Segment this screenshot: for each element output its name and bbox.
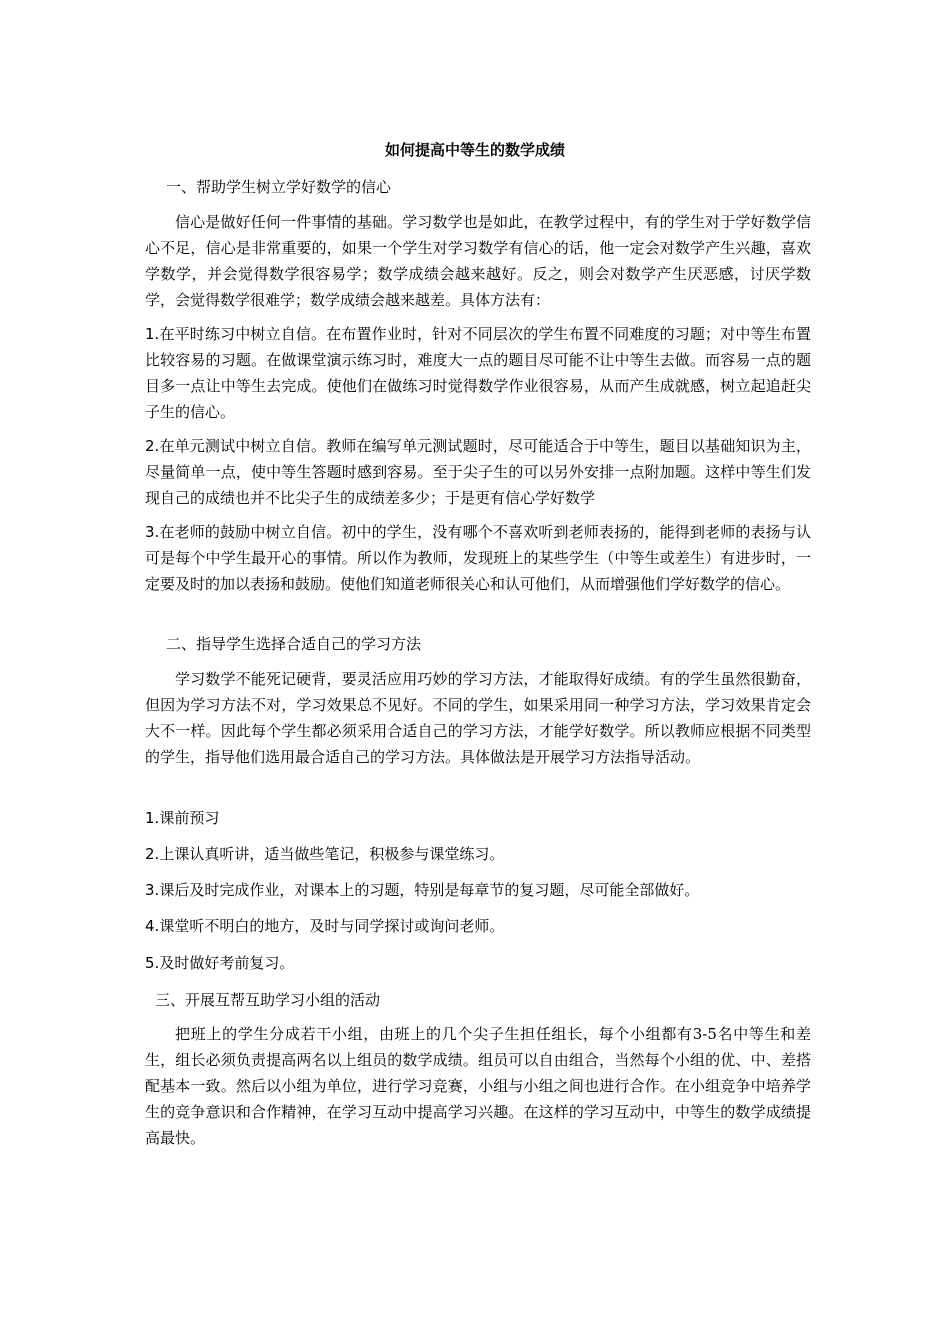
item-text: 课后及时完成作业，对课本上的习题，特别是每章节的复习题，尽可能全部做好。 — [159, 881, 700, 899]
section1-intro: 信心是做好任何一件事情的基础。学习数学也是如此，在教学过程中，有的学生对于学好数学信心不足，信心是非常重要的，如果一个学生对学习数学有信心的话，他一定会对数学产生兴趣，喜欢学数学，并会觉得数学很容易学；数学成绩会越来越好。反之，则会对数学产生厌恶感，讨厌学数学，会觉得数学很难学；数学成绩会越来越差。具体方法有： — [145, 213, 811, 309]
item-number: 2. — [145, 437, 160, 455]
item-text: 课堂听不明白的地方，及时与同学探讨或询问老师。 — [159, 917, 505, 935]
section1-item-3 — [145, 519, 811, 597]
section2-item-2 — [145, 841, 811, 867]
section3-heading: 三、开展互帮互助学习小组的活动 — [155, 991, 381, 1009]
item-number: 2. — [145, 845, 160, 863]
section2-item-1 — [145, 805, 811, 831]
item-text: 上课认真听讲，适当做些笔记，积极参与课堂练习。 — [159, 845, 505, 863]
section1-item-2 — [145, 433, 811, 511]
section2-item-4 — [145, 913, 811, 939]
item-text: 及时做好考前复习。 — [159, 954, 295, 972]
item-number: 1. — [145, 809, 160, 827]
section3-intro: 把班上的学生分成若干小组，由班上的几个尖子生担任组长，每个小组都有3-5名中等生和差生，组长必须负责提高两名以上组员的数学成绩。组员可以自由组合，当然每个小组的优、中、差搭配基本一致。然后以小组为单位，进行学习竞赛，小组与小组之间也进行合作。在小组竞争中培养学生的竞争意识和合作精神，在学习互动中提高学习兴趣。在这样的学习互动中，中等生的数学成绩提高最快。 — [145, 1025, 811, 1147]
item-number: 4. — [145, 917, 160, 935]
item-text: 在老师的鼓励中树立自信。初中的学生，没有哪个不喜欢听到老师表扬的，能得到老师的表扬与认可是每个中学生最开心的事情。所以作为教师，发现班上的某些学生（中等生或差生）有进步时，一定要及时的加以表扬和鼓励。使他们知道老师很关心和认可他们，从而增强他们学好数学的信心。 — [145, 523, 811, 593]
item-number: 1. — [145, 325, 160, 343]
item-text: 课前预习 — [159, 809, 220, 827]
document-title: 如何提高中等生的数学成绩 — [384, 141, 565, 159]
item-number: 3. — [145, 881, 160, 899]
item-number: 3. — [145, 523, 160, 541]
section2-intro: 学习数学不能死记硬背，要灵活应用巧妙的学习方法，才能取得好成绩。有的学生虽然很勤奋，但因为学习方法不对，学习效果总不见好。不同的学生，如果采用同一种学习方法，学习效果肯定会大不一样。因此每个学生都必须采用合适自己的学习方法，才能学好数学。所以教师应根据不同类型的学生，指导他们选用最合适自己的学习方法。具体做法是开展学习方法指导活动。 — [145, 670, 811, 766]
section2-item-5 — [145, 950, 811, 976]
section1-item-1 — [145, 321, 811, 425]
item-number: 5. — [145, 954, 160, 972]
item-text: 在单元测试中树立自信。教师在编写单元测试题时，尽可能适合于中等生，题目以基础知识为主，尽量简单一点，使中等生答题时感到容易。至于尖子生的可以另外安排一点附加题。这样中等生们发现自己的成绩也并不比尖子生的成绩差多少；于是更有信心学好数学 — [145, 437, 811, 507]
item-text: 在平时练习中树立自信。在布置作业时，针对不同层次的学生布置不同难度的习题；对中等生布置比较容易的习题。在做课堂演示练习时，难度大一点的题目尽可能不让中等生去做。而容易一点的题目多一点让中等生去完成。使他们在做练习时觉得数学作业很容易，从而产生成就感，树立起追赶尖子生的信心。 — [145, 325, 811, 421]
section2-item-3 — [145, 877, 811, 903]
section2-heading: 二、指导学生选择合适自己的学习方法 — [166, 635, 422, 653]
section1-heading: 一、帮助学生树立学好数学的信心 — [166, 178, 392, 196]
